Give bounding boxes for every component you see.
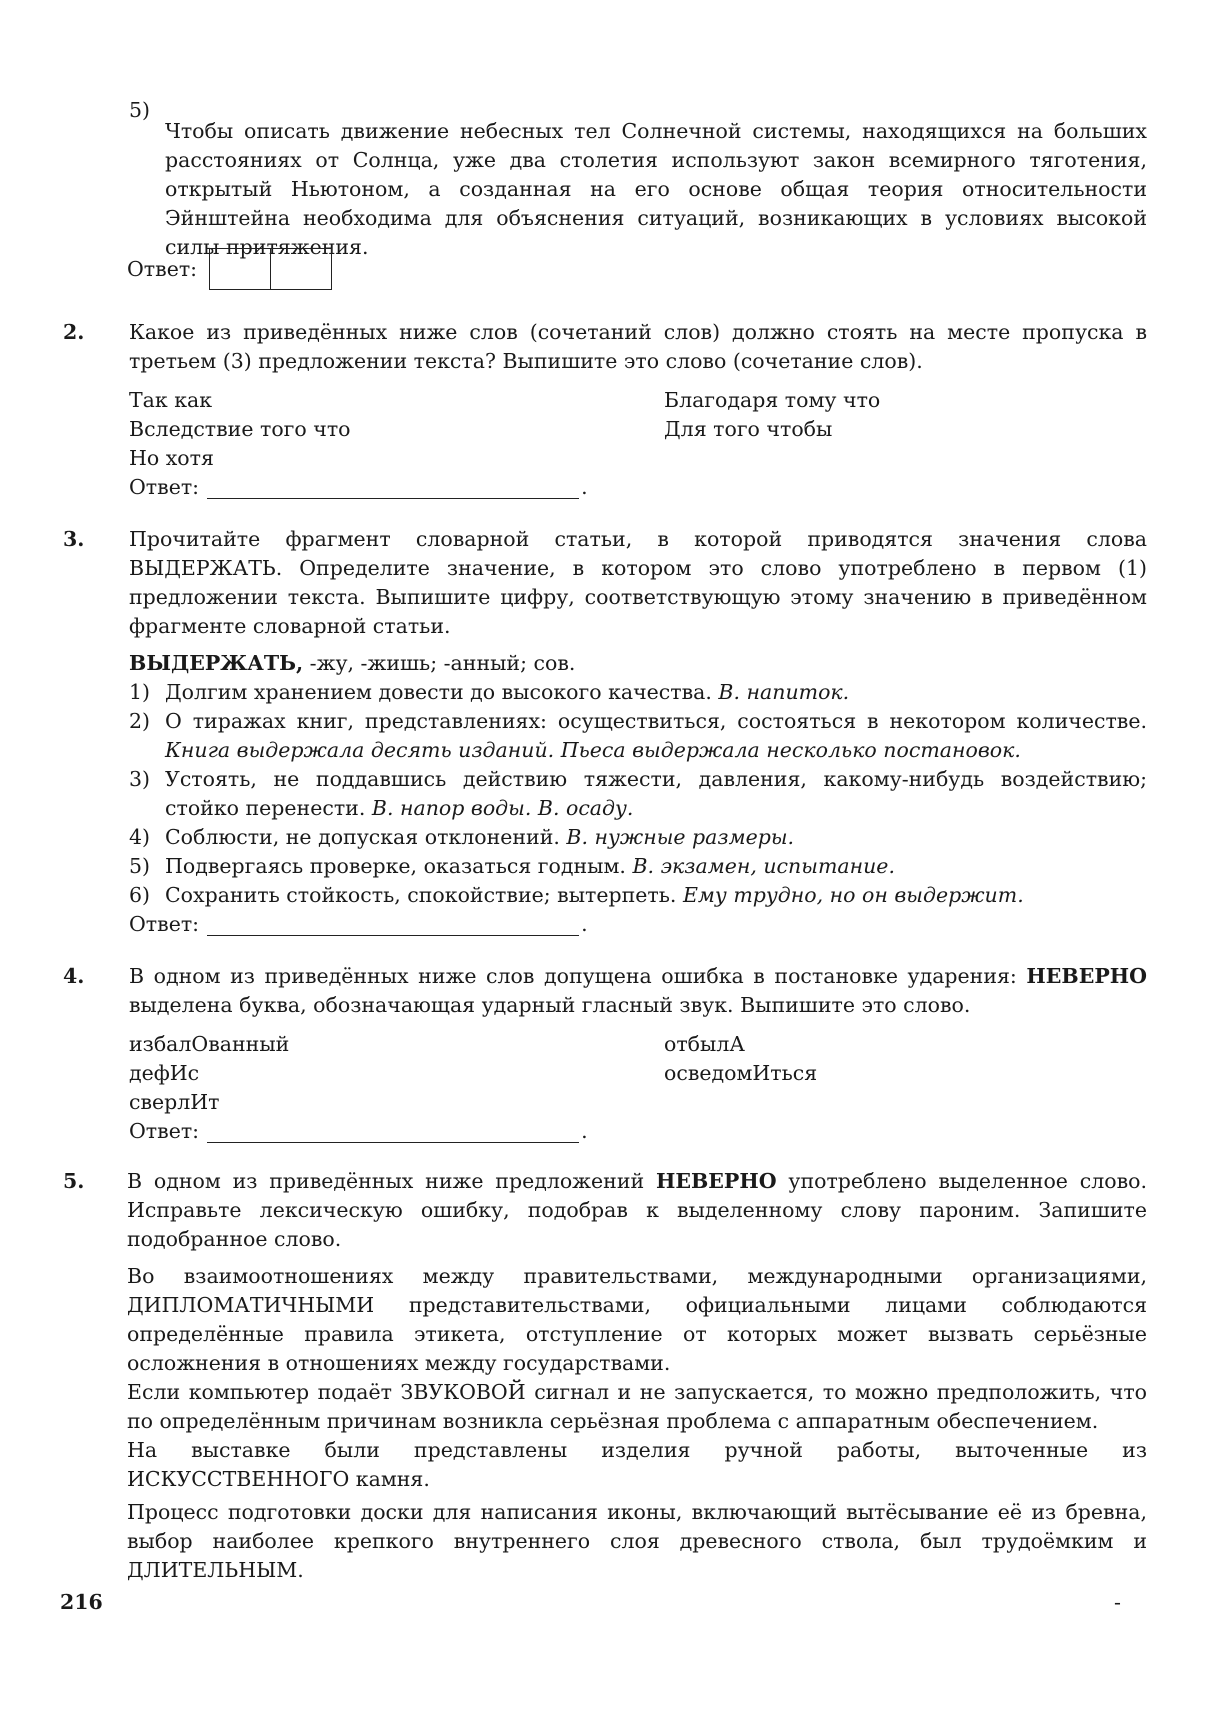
question-text: В одном из приведённых ниже слов допущена ошибка в постановке ударения: НЕВЕРНО выделена буква, обозначающая ударный гласный звук. Выпишите это слово. [129,964,1147,1017]
headword-forms: -жу, -жишь; -анный; сов. [303,651,576,675]
sentence: На выставке были представлены изделия ручной работы, выточенные из [127,1438,1147,1462]
question-text: В одном из приведённых ниже предложений НЕВЕРНО употреблено выделенное слово. Исправьте лексическую ошибку, подобрав к выделенному слову пароним. Запишите подобранное слово. [127,1169,1147,1251]
question-4 [129,962,1147,1146]
highlighted-word: ИСКУССТВЕННОГО [127,1467,350,1491]
answer-label: Ответ: [129,1119,200,1143]
options [129,386,1147,473]
question-3 [129,525,1147,939]
option: избалОванный [129,1032,290,1056]
question-number: 5. [63,1169,85,1193]
definition: 2) О тиражах книг, представлениях: осуществиться, состояться в некотором количестве. Книга выдержала десять изданий. Пьеса выдержала несколько постановок. [129,709,1147,762]
question-5 [127,1167,1147,1585]
question-number: 3. [63,527,85,551]
definition: 4) Соблюсти, не допуская отклонений. В. нужные размеры. [129,825,795,849]
answer-input-line[interactable] [207,913,579,936]
highlighted-word: ДЛИТЕЛЬНЫМ [127,1558,298,1582]
option: Но хотя [129,446,214,470]
definition: 6) Сохранить стойкость, спокойствие; вытерпеть. Ему трудно, но он выдержит. [129,883,1024,907]
answer-row [129,910,1147,939]
answer-dot: . [581,912,588,936]
footer-mark: - [1114,1590,1121,1614]
sentence: Во взаимоотношениях между правительствами, международными организациями, ДИПЛОМАТИЧНЫМИ представительствами, официальными лицами соблюдаются определённые правила этикета, отступление от которых может вызвать серьёзные осложнения в отношениях между государствами. [127,1264,1147,1375]
question-number: 2. [63,320,85,344]
option: отбылА [664,1032,745,1056]
answer-label: Ответ: [129,475,200,499]
sentences-list [127,1262,1147,1585]
question-number: 4. [63,964,85,988]
option: дефИс [129,1061,200,1085]
sentence: Процесс подготовки доски для написания иконы, включающий вытёсывание её из бревна, выбор наиболее крепкого внутреннего слоя древесного ствола, был трудоёмким и ДЛИТЕЛЬНЫМ. [127,1500,1147,1582]
page-number: 216 [60,1590,103,1614]
definition: 1) Долгим хранением довести до высокого качества. В. напиток. [129,680,850,704]
answer-boxes[interactable] [209,248,332,290]
option: Для того чтобы [664,417,833,441]
option: Так как [129,388,213,412]
sentence-cont: ИСКУССТВЕННОГО камня. [127,1467,430,1491]
option: Вследствие того что [129,417,351,441]
answer-dot: . [581,1119,588,1143]
answer-row-q1 [127,248,332,290]
highlighted-word: ЗВУКОВОЙ [400,1380,526,1404]
answer-label: Ответ: [129,912,200,936]
definitions-list [129,678,1147,910]
option: осведомИться [664,1061,818,1085]
answer-label: Ответ: [127,256,198,281]
answer-dot: . [581,475,588,499]
item-number: 5) [129,98,151,122]
question-2 [129,318,1147,502]
definition: 5) Подвергаясь проверке, оказаться годным. В. экзамен, испытание. [129,854,895,878]
answer-input-line[interactable] [207,476,579,499]
option: сверлИт [129,1090,220,1114]
answer-row [129,473,1147,502]
highlighted-word: ДИПЛОМАТИЧНЫМИ [127,1293,375,1317]
definition: 3) Устоять, не поддавшись действию тяжести, давления, какому-нибудь воздействию; стойко перенести. В. напор воды. В. осаду. [129,767,1147,820]
dictionary-entry [129,649,1147,678]
options [129,1030,1147,1117]
sentence: Если компьютер подаёт ЗВУКОВОЙ сигнал и не запускается, то можно предположить, что по определённым причинам возникла серьёзная проблема с аппаратным обеспечением. [127,1380,1148,1433]
headword: ВЫДЕРЖАТЬ, [129,651,304,675]
item-text: Чтобы описать движение небесных тел Солнечной системы, находящихся на больших расстояниях от Солнца, уже два столетия используют закон всемирного тяготения, открытый Ньютоном, а созданная на его основе общая теория относительности Эйнштейна необходима для объяснения ситуаций, возникающих в условиях высокой силы притяжения. [165,118,1147,259]
option: Благодаря тому что [664,388,881,412]
answer-input-line[interactable] [207,1120,579,1143]
question-text: Прочитайте фрагмент словарной статьи, в которой приводятся значения слова ВЫДЕРЖАТЬ. Определите значение, в котором это слово употреблено в первом (1) предложении текста. Выпишите цифру, соответствующую этому значению в приведённом фрагменте словарной статьи. [129,527,1147,638]
answer-row [129,1117,1147,1146]
question-text: Какое из приведённых ниже слов (сочетаний слов) должно стоять на месте пропуска в третьем (3) предложении текста? Выпишите это слово (сочетание слов). [129,320,1147,373]
